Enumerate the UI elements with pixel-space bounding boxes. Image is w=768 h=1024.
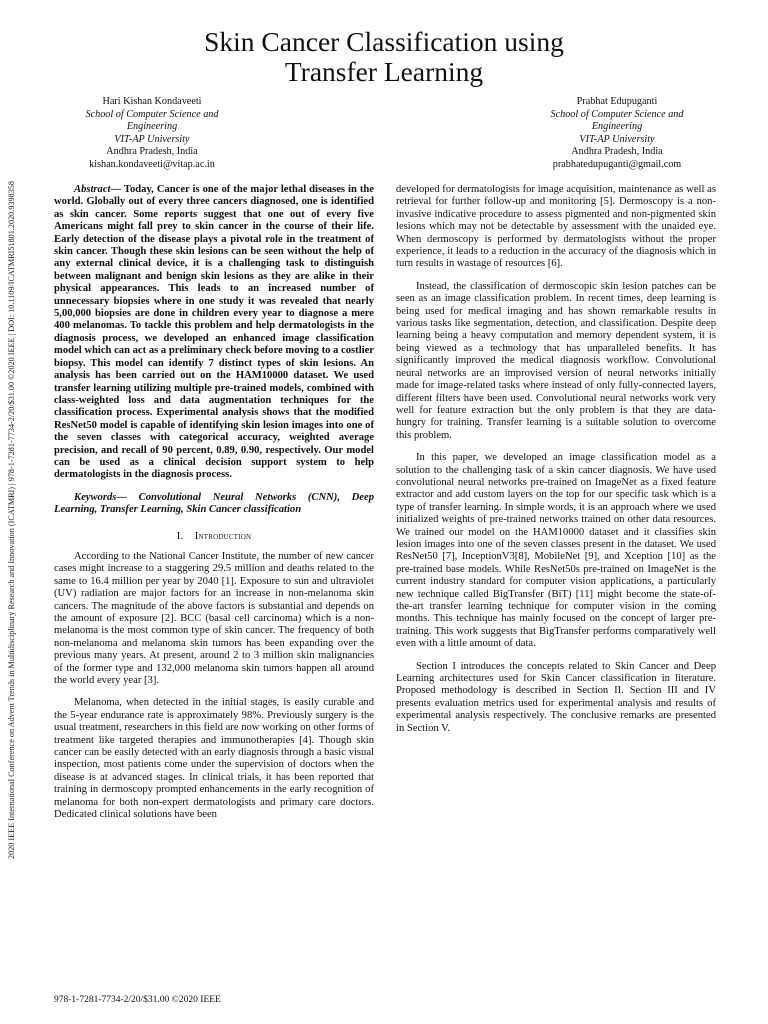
abstract-paragraph [54, 184, 374, 482]
keywords-paragraph [54, 492, 374, 517]
author-location: Andhra Pradesh, India [571, 146, 663, 158]
body-paragraph: Instead, the classification of dermoscopic skin lesion patches can be seen as an image classification problem. In recent times, deep learning is being used for medical imaging and has shown remarkable results in various tasks like segmentation, detection, and classification. Despite deep learning being a heavy computation and memory dependent system, it is being viewed as a technology that has unparalleled benefits. It has significantly improved the medical diagnosis workflow. Convolutional neural networks are an improvised version of neural networks initially made for image-related tasks where instead of only fully-connected layers, different filters have been used. Convolutional neural networks work very well for feature extraction but the only problem is that they are data-hungry for training. Transfer learning is a suitable solution to overcome this problem. [396, 280, 716, 441]
section-title: Introduction [194, 530, 252, 542]
keywords-separator: — [116, 491, 139, 503]
author-dept-line-1: School of Computer Science and [85, 108, 219, 120]
body-paragraph: Melanoma, when detected in the initial stages, is easily curable and the 5-year endurance rate is approximately 98%. Previously surgery is the usual treatment, researchers in this field are now working on other forms of treatment like targeted therapies and immunotherapies [4]. Though skin cancer can be easily detected with an early diagnosis through a basic visual inspection, most patients come under the supervision of doctors when the disease is at advanced stages. In clinical trials, it has been reported that training in dermoscopy prompted enhancements in the early recognition of melanoma for both non-expert dermatologists and primary care doctors. Dedicated clinical solutions have been [54, 697, 374, 821]
body-paragraph: developed for dermatologists for image acquisition, maintenance as well as retrieval for further follow-up and monitoring [5]. Dermoscopy is a non-invasive indicative procedure to assess pigmented and non-pigmented skin lesions which may not be detectable by assessment with the unaided eye. When dermoscopy is performed by dermatologists without the proper experience, it leads to a reduction in the accuracy of the diagnosis which in turn results in wastage of resources [6]. [396, 184, 716, 270]
abstract-label: Abstract [74, 184, 111, 195]
body-paragraph: According to the National Cancer Institute, the number of new cancer cases might increase to a staggering 29.5 million and deaths related to the same to 16.4 million per year by 2040 [1]. Exposure to sun and ultraviolet (UV) radiation are major factors for an increase in non-melanoma skin cancers. The magnitude of the above factors is substantial and depends on the amount of exposure [2]. BCC (basal cell carcinoma) which is a non-melanoma is the most common type of skin cancer. The frequency of both non-melanoma and melanoma skin tumors has been expanding over the previous many years. At present, around 2 to 3 million skin malignancies of the former type and 132,000 melanoma skin tumors happen all around the world every year [3]. [54, 550, 374, 687]
author-email: kishan.kondaveeti@vitap.ac.in [89, 158, 215, 170]
body-paragraph: In this paper, we developed an image classification model as a solution to the challenging task of a skin cancer diagnosis. We have used convolutional neural networks pre-trained on ImageNet as a fixed feature extractor and add custom layers on the top for our specific task which is a type of transfer learning. In simple words, it is an approach where we used initialized weights of pre-trained networks trained on other data resources. We trained our model on the HAM10000 dataset and it classifies skin lesion images into one of the seven classes present in the dataset. We used ResNet50 [7], InceptionV3[8], MobileNet [9], and Xception [10] as the pre-trained base models. While ResNet50s pre-trained on ImageNet is the current industry standard for computer vision applications, a particularly new technique called BigTransfer (BiT) [11] might become the state-of-the-art transfer learning technique for computer vision in the coming months. This technique has mainly focused on the concept of larger pre-training. This work suggests that BigTransfer performs comparatively well even with a little amount of data. [396, 452, 716, 650]
author-university: VIT-AP University [114, 133, 190, 145]
author-name: Prabhat Edupuganti [576, 96, 658, 107]
keywords-label: Keywords [74, 491, 117, 503]
conference-doi-text: 2020 IEEE International Conference on Advent Trends in Multidisciplinary Research and Innovation (ICATMRI) | 978-1-7281-7734-2/20/$31.00 ©2020 IEEE | DOI: 10.1109/ICATMRI51801.2020.9398358 [7, 181, 16, 859]
author-dept-line-1: School of Computer Science and [550, 108, 684, 120]
author-university: VIT-AP University [579, 133, 655, 145]
title-line-1: Skin Cancer Classification using [204, 26, 564, 57]
left-column [54, 184, 374, 832]
copyright-footer: 978-1-7281-7734-2/20/$31.00 ©2020 IEEE [54, 995, 221, 1005]
abstract-text: Today, Cancer is one of the major lethal diseases in the world. Globally out of every three cancers diagnosed, one is identified as skin cancer. Some reports suggest that one out of every five Americans might fall prey to skin cancer in the course of their life. Early detection of the disease plays a pivotal role in the treatment of skin cancer. Though these skin lesions can be seen without the help of any external clinical device, it is a challenging task to distinguish between malignant and benign skin lesions as they are alike in their physical appearances. This leads to an increased number of unnecessary biopsies where in one study it was revealed that nearly 5,00,000 biopsies are done in children every year to diagnose a mere 400 melanomas. To tackle this problem and help dermatologists in the diagnosis process, we developed an enhanced image classification model which can act as a preliminary check before moving to a costlier biopsy. This model can identify 7 distinct types of skin lesions. An analysis has been carried out on the HAM10000 dataset. We used transfer learning utilizing multiple pre-trained models, combined with class-weighted loss and data augmentation techniques for the classification process. Experimental analysis shows that the modified ResNet50 model is capable of identifying skin lesion images into one of the seven classes with categorical accuracy, weighted average precision, and recall of 90 percent, 0.89, 0.90, respectively. Our model can be used as a clinical decision support system to help dermatologists in the diagnosis process. [54, 184, 374, 481]
author-block-2 [517, 96, 717, 172]
keywords-text: Convolutional Neural Networks (CNN), Deep Learning, Transfer Learning, Skin Cancer classification [54, 491, 374, 516]
author-dept-line-2: Engineering [126, 121, 178, 133]
section-number: I. [176, 530, 184, 542]
author-dept-line-2: Engineering [591, 121, 643, 133]
body-paragraph: Section I introduces the concepts related to Skin Cancer and Deep Learning architectures used for Skin Cancer classification in literature. Proposed methodology is described in Section II. Section III and IV presents evaluation metrics used for experimental analysis and results of experimental analysis respectively. The conclusive remarks are presented in Section V. [396, 660, 716, 734]
paper-title [120, 27, 648, 87]
author-location: Andhra Pradesh, India [106, 146, 198, 158]
section-heading-introduction [54, 531, 374, 543]
right-column [396, 184, 716, 745]
author-email: prabhatedupuganti@gmail.com [552, 158, 682, 170]
abstract-separator: — [110, 184, 124, 195]
author-block-1 [52, 96, 252, 172]
title-line-2: Transfer Learning [284, 56, 484, 87]
conference-doi-strip [2, 100, 18, 940]
author-name: Hari Kishan Kondaveeti [102, 96, 202, 107]
